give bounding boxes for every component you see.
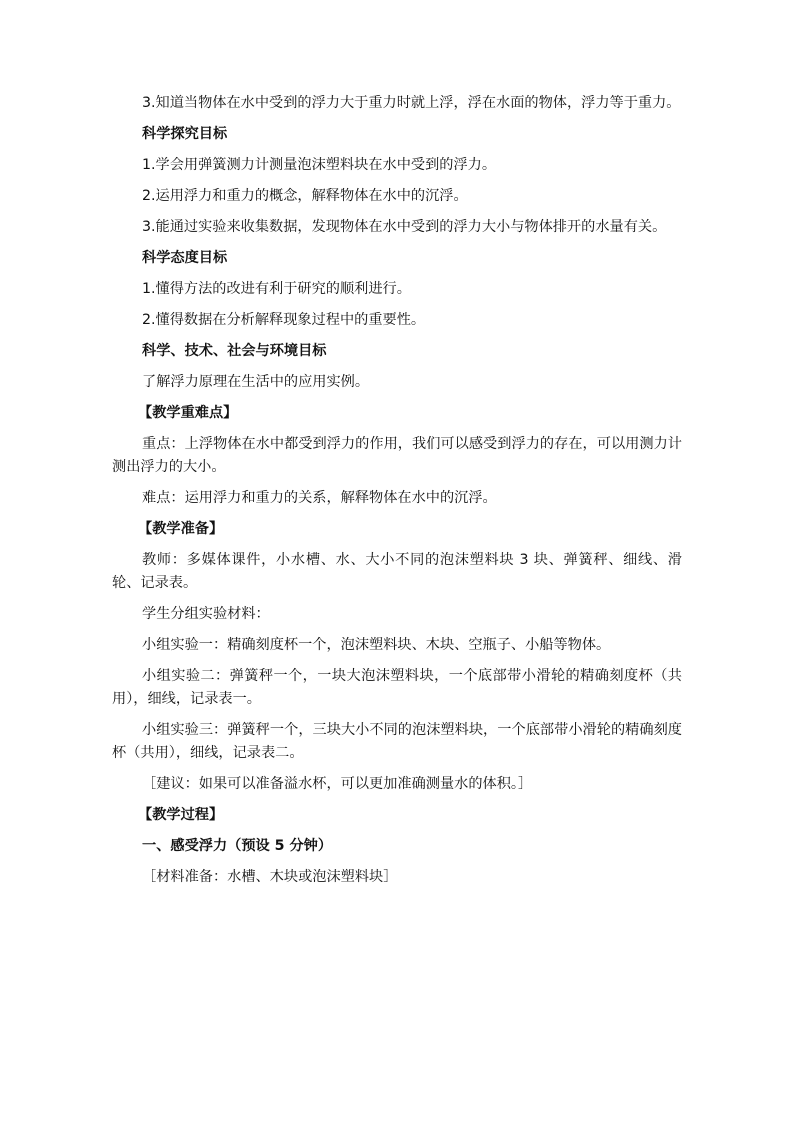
heading-stse-goals: 科学、技术、社会与环境目标 [142, 343, 327, 359]
suggestion-note: ［建议：如果可以准备溢水杯，可以更加准确测量水的体积。］ [142, 776, 533, 792]
heading-teaching-process: 【教学过程】 [138, 807, 224, 823]
heading-key-difficult-points: 【教学重难点】 [138, 405, 238, 421]
document-page [112, 92, 682, 897]
attitude-goal-2: 2.懂得数据在分析解释现象过程中的重要性。 [142, 312, 426, 328]
group-experiment-2-text: 小组实验二：弹簧秤一个，一块大泡沫塑料块，一个底部带小滑轮的精确刻度杯（共用），细线，记录表一。 [112, 668, 682, 707]
group-experiment-3-text: 小组实验三：弹簧秤一个，三块大小不同的泡沫塑料块，一个底部带小滑轮的精确刻度杯（共用），细线，记录表二。 [112, 722, 682, 761]
materials-prep-note: ［材料准备：水槽、木块或泡沫塑料块］ [142, 869, 398, 885]
key-point-text: 重点：上浮物体在水中都受到浮力的作用，我们可以感受到浮力的存在，可以用测力计测出浮力的大小。 [112, 436, 682, 475]
objective-3-text: 3.知道当物体在水中受到的浮力大于重力时就上浮，浮在水面的物体，浮力等于重力。 [142, 95, 681, 111]
inquiry-goal-3: 3.能通过实验来收集数据，发现物体在水中受到的浮力大小与物体排开的水量有关。 [142, 219, 667, 235]
stse-goal-text: 了解浮力原理在生活中的应用实例。 [142, 374, 370, 390]
heading-science-inquiry-goals: 科学探究目标 [142, 126, 228, 142]
student-materials-label: 学生分组实验材料： [142, 606, 270, 622]
attitude-goal-1: 1.懂得方法的改进有利于研究的顺利进行。 [142, 281, 411, 297]
heading-teaching-preparation: 【教学准备】 [138, 521, 224, 537]
group-experiment-1-text: 小组实验一：精确刻度杯一个，泡沫塑料块、木块、空瓶子、小船等物体。 [142, 637, 611, 653]
difficult-point-text: 难点：运用浮力和重力的关系，解释物体在水中的沉浮。 [142, 490, 497, 506]
inquiry-goal-1: 1.学会用弹簧测力计测量泡沫塑料块在水中受到的浮力。 [142, 157, 497, 173]
teacher-materials-text: 教师：多媒体课件，小水槽、水、大小不同的泡沫塑料块 3 块、弹簧秤、细线、滑轮、记录表。 [112, 552, 682, 591]
inquiry-goal-2: 2.运用浮力和重力的概念，解释物体在水中的沉浮。 [142, 188, 468, 204]
heading-science-attitude-goals: 科学态度目标 [142, 250, 228, 266]
section-feel-buoyancy-title: 一、感受浮力（预设 5 分钟） [142, 838, 333, 854]
